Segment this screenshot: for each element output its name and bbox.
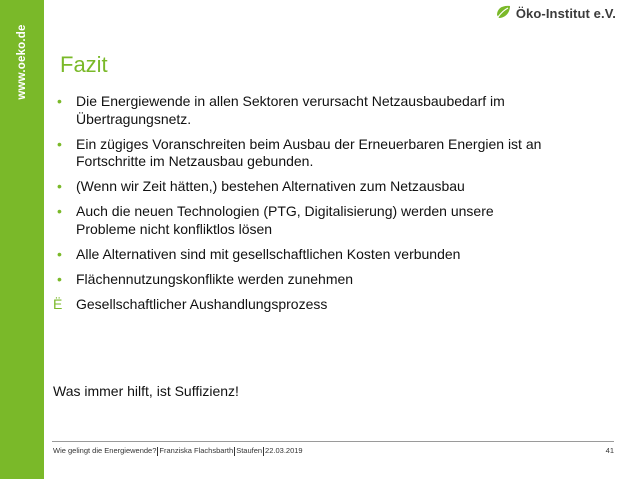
sidebar-strip: [0, 0, 44, 479]
footer-separator: [263, 447, 264, 456]
bullet-text: Ein zügiges Voranschreiten beim Ausbau der Erneuerbaren Energien ist an: [76, 135, 542, 152]
sidebar-url: www.oeko.de: [16, 24, 28, 100]
footer: [53, 446, 303, 456]
list-item: [52, 93, 612, 128]
list-item: [52, 178, 612, 196]
bullet-text: (Wenn wir Zeit hätten,) bestehen Alternativen zum Netzausbau: [76, 178, 465, 194]
list-item: [52, 246, 612, 264]
footer-date: 22.03.2019: [265, 446, 303, 455]
footer-divider: [52, 441, 614, 442]
bullet-text: Alle Alternativen sind mit gesellschaftlichen Kosten verbunden: [76, 245, 461, 262]
list-item: [52, 136, 612, 171]
footer-title: Wie gelingt die Energiewende?: [53, 446, 157, 455]
bullet-text: Übertragungsnetz.: [76, 110, 192, 127]
page-number: 41: [605, 446, 614, 455]
bullet-list: [52, 93, 612, 321]
leaf-logo-icon: [494, 3, 514, 23]
list-item: [52, 296, 612, 314]
footer-location: Staufen: [236, 446, 263, 455]
arrow-bullet-marker: Ë: [53, 295, 63, 312]
bullet-marker: •: [57, 245, 62, 262]
slide-title: Fazit: [60, 52, 108, 77]
list-item: [52, 271, 612, 289]
bullet-marker: •: [57, 93, 62, 109]
bullet-marker: •: [57, 203, 62, 219]
bullet-marker: •: [57, 178, 62, 194]
bullet-marker: •: [57, 135, 62, 152]
bullet-text: Fortschritte im Netzausbau gebunden.: [76, 153, 314, 169]
bullet-marker: •: [57, 270, 62, 287]
logo-text: Öko-Institut e.V.: [515, 5, 616, 21]
footer-author: Franziska Flachsbarth: [159, 446, 234, 455]
oeko-institut-logo: [494, 3, 616, 23]
bullet-text: Auch die neuen Technologien (PTG, Digitalisierung) werden unsere: [76, 203, 494, 219]
conclusion-text: Was immer hilft, ist Suffizienz!: [53, 383, 239, 399]
bullet-text: Flächennutzungskonflikte werden zunehmen: [76, 270, 354, 287]
list-item: [52, 203, 612, 238]
bullet-text: Probleme nicht konfliktlos lösen: [76, 220, 273, 237]
bullet-text: Gesellschaftlicher Aushandlungsprozess: [76, 295, 328, 312]
bullet-text: Die Energiewende in allen Sektoren verursacht Netzausbaubedarf im: [76, 93, 505, 109]
